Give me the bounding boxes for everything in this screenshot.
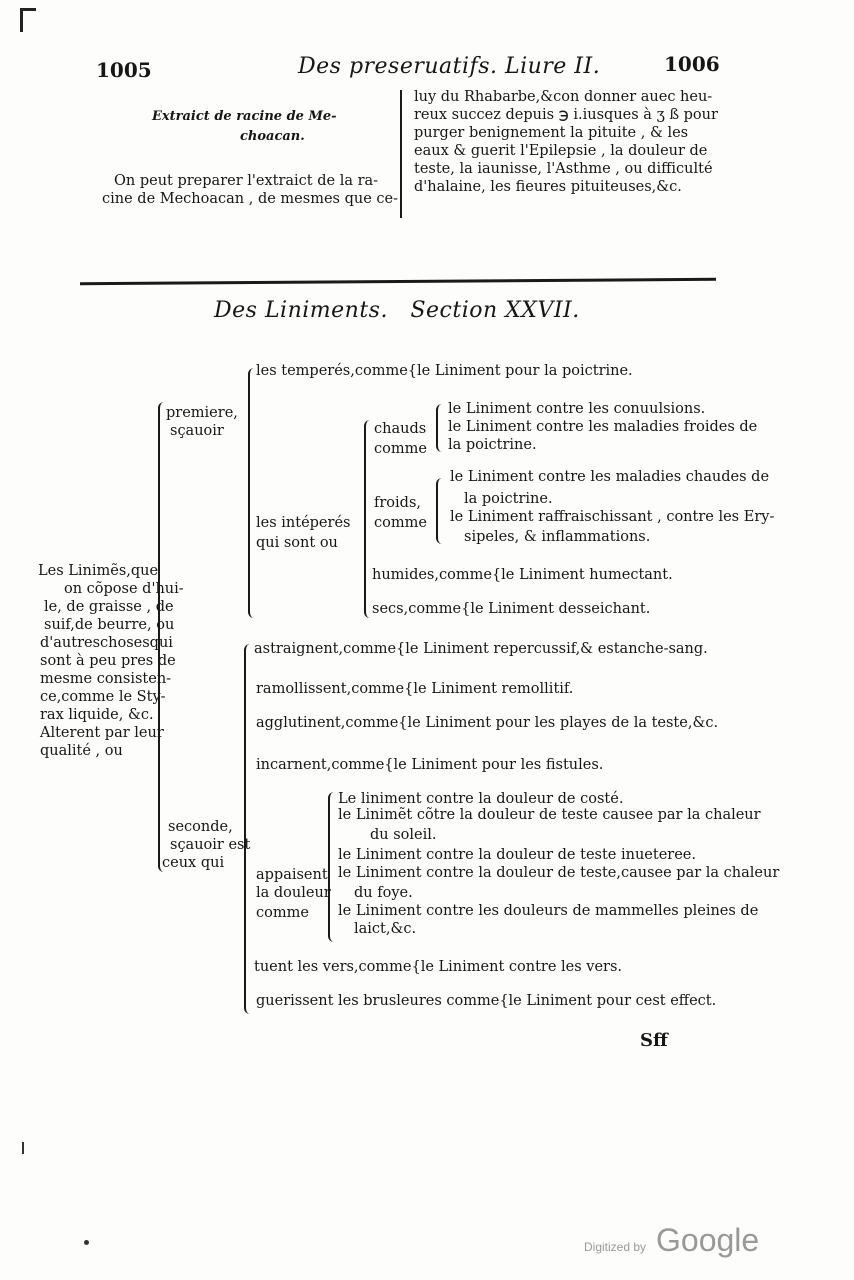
page-number-left: 1005 <box>96 58 152 82</box>
branch-label: qui sont ou <box>256 535 338 551</box>
tree-root-line: Alterent par leur <box>40 725 164 741</box>
subtitle-line: Extraict de racine de Me- <box>152 109 337 124</box>
watermark-brand: Google <box>656 1222 760 1258</box>
tree-item: astraignent,comme{le Liniment repercussif,& estanche-sang. <box>254 641 708 657</box>
corner-mark <box>20 8 23 32</box>
tree-item: le Linimẽt cõtre la douleur de teste causee par la chaleur <box>338 807 761 823</box>
branch-label: froids, <box>374 495 421 511</box>
branch-label: premiere, <box>166 405 238 421</box>
signature-mark: Sff <box>640 1030 668 1051</box>
branch-label: la douleur <box>256 885 331 901</box>
section-title: Des Liniments. Section XXVII. <box>214 298 580 323</box>
tree-item: le Liniment contre les douleurs de mammelles pleines de <box>338 903 759 919</box>
subtitle-line: choacan. <box>240 129 305 144</box>
tree-item: la poictrine. <box>448 437 537 453</box>
tree-root-line: sont à peu pres de <box>40 653 176 669</box>
tree-root-line: rax liquide, &c. <box>40 707 154 723</box>
tree-item: guerissent les brusleures comme{le Liniment pour cest effect. <box>256 993 717 1009</box>
brace-premiere <box>248 368 258 618</box>
body-line: reux succez depuis ℈ i.iusques à ʒ ß pour <box>414 107 718 123</box>
branch-label: ceux qui <box>162 855 225 871</box>
tree-root-line: d'autreschosesqui <box>40 635 173 651</box>
tree-item: le Liniment raffraischissant , contre les Ery- <box>450 509 775 525</box>
tree-item: humides,comme{le Liniment humectant. <box>372 567 673 583</box>
tree-item: Le liniment contre la douleur de costé. <box>338 791 624 807</box>
body-line: purger benignement la pituite , & les <box>414 125 689 141</box>
column-divider <box>400 90 402 218</box>
tree-root-line: le, de graisse , de <box>44 599 174 615</box>
brace-main <box>158 402 168 872</box>
tree-root-line: suif,de beurre, ou <box>44 617 175 633</box>
tree-root-line: qualité , ou <box>40 743 123 759</box>
tree-item: le Liniment contre les conuulsions. <box>448 401 706 417</box>
tree-item: secs,comme{le Liniment desseichant. <box>372 601 651 617</box>
branch-label: sçauoir est <box>170 837 251 853</box>
tree-item: laict,&c. <box>354 921 417 937</box>
body-line: luy du Rhabarbe,&con donner auec heu- <box>414 89 713 105</box>
margin-speck <box>84 1240 89 1245</box>
body-line: teste, la iaunisse, l'Asthme , ou difficulté <box>414 161 713 177</box>
running-title: Des preseruatifs. Liure II. <box>298 54 601 79</box>
tree-item: la poictrine. <box>464 491 553 507</box>
page-number-right: 1006 <box>664 52 720 76</box>
body-line: d'halaine, les fieures pituiteuses,&c. <box>414 179 682 195</box>
branch-label: les intéperés <box>256 515 351 531</box>
margin-speck <box>22 1142 24 1154</box>
body-line: On peut preparer l'extraict de la ra- <box>114 173 379 189</box>
branch-label: comme <box>374 441 427 457</box>
tree-item: le Liniment contre la douleur de teste inueteree. <box>338 847 696 863</box>
corner-mark <box>20 8 36 11</box>
tree-item: incarnent,comme{le Liniment pour les fistules. <box>256 757 604 773</box>
tree-root-line: Les Linimẽs,que <box>38 563 159 579</box>
branch-label: sçauoir <box>170 423 224 439</box>
tree-item: du foye. <box>354 885 413 901</box>
tree-root-line: ce,comme le Sty- <box>40 689 166 705</box>
watermark-prefix: Digitized by <box>584 1240 647 1254</box>
brace-chauds <box>436 404 444 452</box>
branch-label: comme <box>374 515 427 531</box>
body-line: eaux & guerit l'Epilepsie , la douleur de <box>414 143 708 159</box>
brace-appaisent <box>328 792 336 942</box>
tree-item: agglutinent,comme{le Liniment pour les playes de la teste,&c. <box>256 715 719 731</box>
branch-label: seconde, <box>168 819 233 835</box>
tree-root-line: on cõpose d'hui- <box>64 581 184 597</box>
horizontal-rule <box>80 278 716 285</box>
tree-item: le Liniment contre les maladies chaudes de <box>450 469 770 485</box>
branch-label: comme <box>256 905 309 921</box>
tree-item: sipeles, & inflammations. <box>464 529 651 545</box>
tree-item: ramollissent,comme{le Liniment remollitif. <box>256 681 574 697</box>
tree-item: le Liniment contre les maladies froides de <box>448 419 758 435</box>
tree-item: le Liniment contre la douleur de teste,causee par la chaleur <box>338 865 780 881</box>
brace-seconde <box>244 644 254 1014</box>
body-line: cine de Mechoacan , de mesmes que ce- <box>102 191 398 207</box>
tree-item: du soleil. <box>370 827 437 843</box>
brace-froids <box>436 478 444 544</box>
branch-label: appaisent <box>256 867 328 883</box>
tree-root-line: mesme consisten- <box>40 671 172 687</box>
tree-item: tuent les vers,comme{le Liniment contre les vers. <box>254 959 623 975</box>
branch-label: chauds <box>374 421 427 437</box>
tree-item: les temperés,comme{le Liniment pour la poictrine. <box>256 363 633 379</box>
brace-intemperes <box>364 420 374 618</box>
